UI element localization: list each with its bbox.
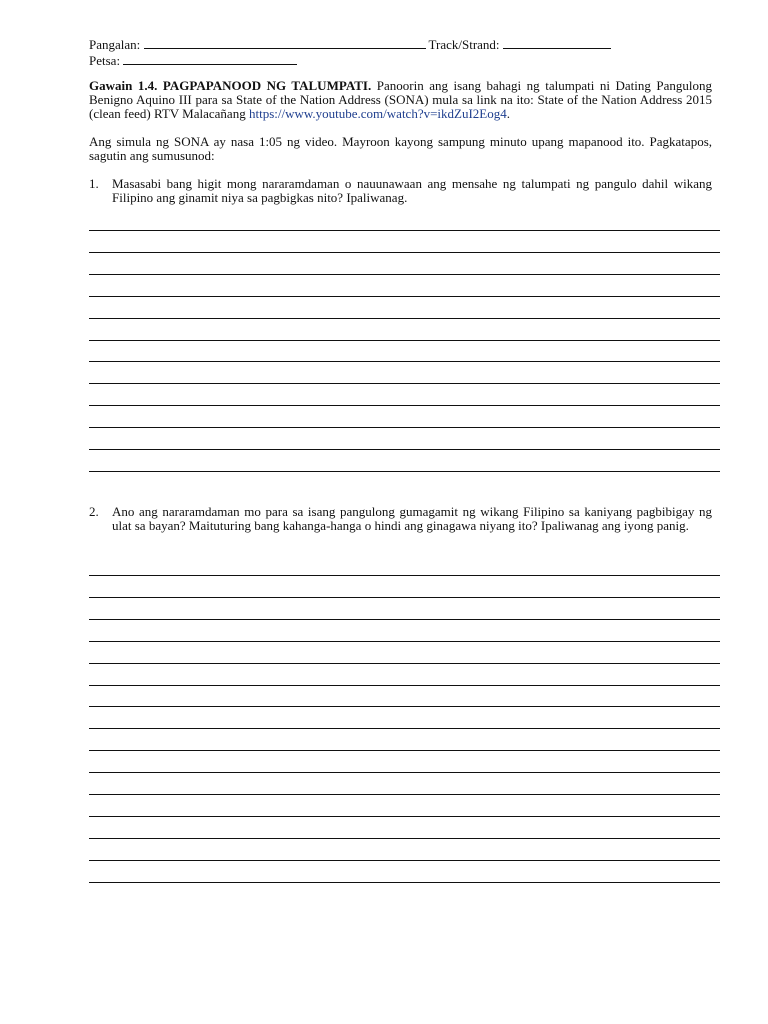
header-row-1	[89, 37, 611, 52]
answer-line[interactable]	[89, 706, 720, 707]
petsa-blank[interactable]	[123, 53, 297, 65]
pangalan-blank[interactable]	[144, 37, 426, 49]
answer-line[interactable]	[89, 296, 720, 297]
question-2-text: Ano ang nararamdaman mo para sa isang pangulong gumagamit ng wikang Filipino sa kaniyang pagbibigay ng ulat sa bayan? Maituturing bang kahanga-hanga o hindi ang ginagawa niyang ito? Ipaliwanag ang iyong panig.	[112, 504, 712, 533]
answer-line[interactable]	[89, 427, 720, 428]
petsa-label: Petsa:	[89, 53, 121, 68]
answer-line[interactable]	[89, 471, 720, 472]
answer-line[interactable]	[89, 449, 720, 450]
question-1-text: Masasabi bang higit mong nararamdaman o nauunawaan ang mensahe ng talumpati ng pangulo dahil wikang Filipino ang ginamit niya sa pagbigkas nito? Ipaliwanag.	[112, 176, 712, 205]
answer-line[interactable]	[89, 575, 720, 576]
answer-line[interactable]	[89, 383, 720, 384]
activity-title: Gawain 1.4. PAGPAPANOOD NG TALUMPATI.	[89, 78, 372, 93]
track-strand-label: Track/Strand:	[428, 37, 500, 52]
answer-line[interactable]	[89, 230, 720, 231]
question-1-number: 1.	[89, 176, 99, 191]
question-2	[89, 505, 712, 533]
activity-intro	[89, 79, 712, 121]
track-strand-blank[interactable]	[503, 37, 611, 49]
answer-line[interactable]	[89, 750, 720, 751]
answer-line[interactable]	[89, 641, 720, 642]
question-2-number: 2.	[89, 504, 99, 519]
answer-line[interactable]	[89, 361, 720, 362]
answer-line[interactable]	[89, 405, 720, 406]
link-period: .	[506, 106, 510, 121]
question-1	[89, 177, 712, 205]
pangalan-label: Pangalan:	[89, 37, 141, 52]
answer-line[interactable]	[89, 728, 720, 729]
answer-line[interactable]	[89, 882, 720, 883]
answer-line[interactable]	[89, 274, 720, 275]
answer-line[interactable]	[89, 838, 720, 839]
instruction-paragraph: Ang simula ng SONA ay nasa 1:05 ng video. Mayroon kayong sampung minuto upang mapanood ito. Pagkatapos, sagutin ang sumusunod:	[89, 134, 712, 163]
answer-line[interactable]	[89, 597, 720, 598]
answer-line[interactable]	[89, 340, 720, 341]
answer-line[interactable]	[89, 794, 720, 795]
answer-line[interactable]	[89, 252, 720, 253]
answer-line[interactable]	[89, 663, 720, 664]
answer-line[interactable]	[89, 860, 720, 861]
answer-line[interactable]	[89, 318, 720, 319]
video-link[interactable]: https://www.youtube.com/watch?v=ikdZuI2Eog4	[248, 106, 507, 121]
answer-line[interactable]	[89, 816, 720, 817]
answer-line[interactable]	[89, 619, 720, 620]
answer-line[interactable]	[89, 772, 720, 773]
header-row-2	[89, 53, 297, 68]
answer-line[interactable]	[89, 685, 720, 686]
activity-description: Panoorin ang isang bahagi ng talumpati ni Dating Pangulong Benigno Aquino III para sa State of the Nation Address (SONA) mula sa link na ito: State of the Nation Address 2015 (clean feed) RTV Malacañang	[89, 78, 712, 121]
